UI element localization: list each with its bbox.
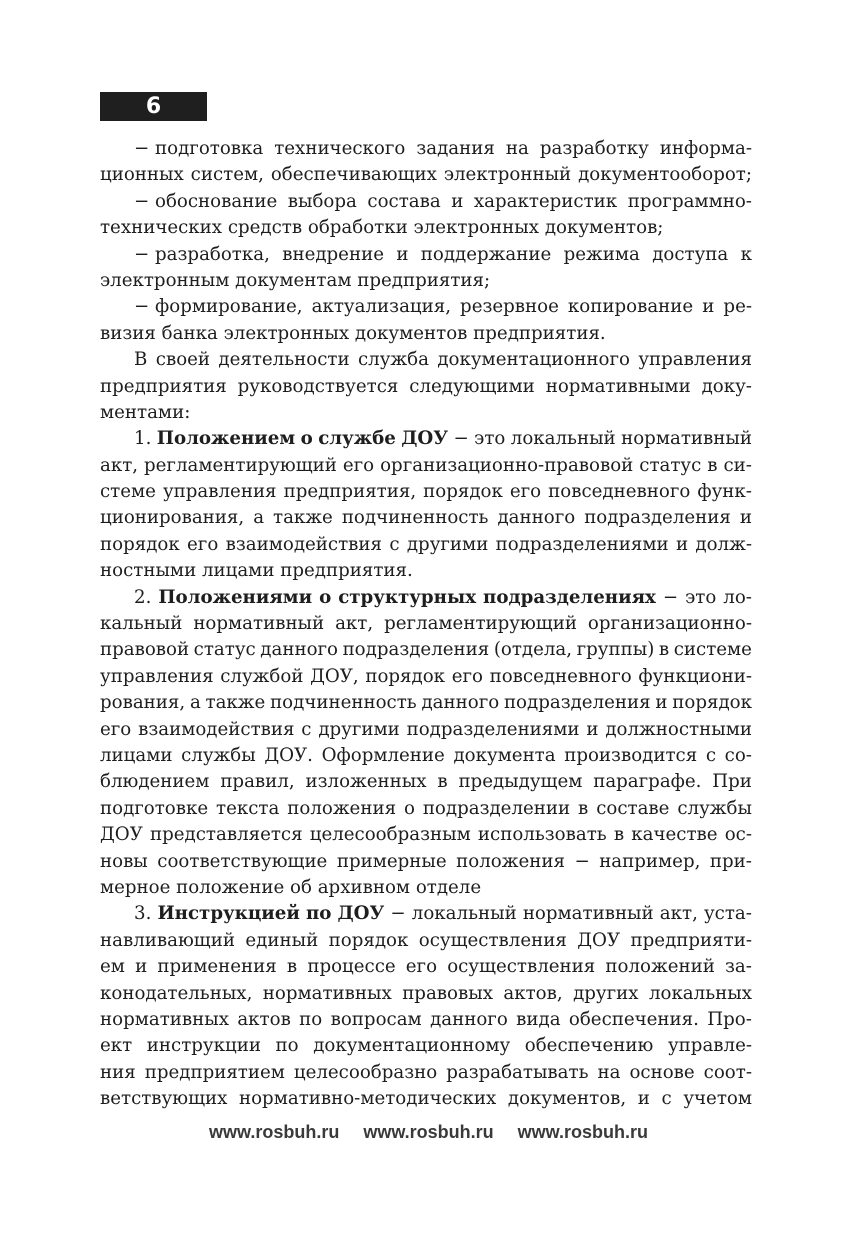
word: документационного (437, 349, 630, 371)
word: ментами: (100, 401, 191, 423)
text-line (100, 1086, 752, 1112)
word: данного (497, 507, 576, 529)
word: инструкции (146, 1035, 261, 1057)
word: ветствующих (100, 1088, 228, 1110)
word: характеристик (473, 190, 618, 212)
word: со- (724, 744, 752, 766)
word: повседневного (548, 481, 691, 503)
word: и (702, 296, 715, 318)
word: его (509, 481, 542, 503)
word: это (685, 586, 717, 608)
word: документационному (313, 1035, 511, 1057)
word: подразделениями (495, 533, 669, 555)
word: должностными (605, 718, 752, 740)
word: нормативный (621, 428, 752, 450)
word: электронным (100, 269, 236, 291)
word: документам (235, 269, 358, 291)
word: регламентирующий (144, 454, 337, 476)
word: это (474, 428, 506, 450)
word: При (712, 771, 752, 793)
bold-term: по (305, 903, 332, 925)
word: по (275, 1035, 299, 1057)
word: порядок (672, 692, 752, 714)
word: ДОУ (577, 929, 621, 951)
word: также (273, 507, 333, 529)
word: блюдением (100, 771, 210, 793)
word: о (403, 797, 415, 819)
footer-link[interactable]: www.rosbuh.ru (363, 1122, 494, 1142)
word: акт, (100, 454, 139, 476)
word: за- (724, 956, 752, 978)
word: подразделениями (406, 718, 580, 740)
bold-term: структурных (338, 586, 477, 608)
word: и (739, 507, 752, 529)
word: рования, (100, 692, 186, 714)
word: с (661, 1088, 672, 1110)
word: регламентирующий (384, 613, 577, 635)
text-line (100, 717, 752, 743)
word: единый (245, 929, 319, 951)
bold-term: о (300, 428, 313, 450)
word: задания (416, 138, 495, 159)
word: и (637, 1088, 650, 1110)
word: порядок (423, 481, 503, 503)
word: обработки (307, 217, 414, 239)
word: резервное (460, 296, 559, 318)
word: положения (456, 850, 565, 872)
word: ем (100, 956, 125, 978)
word: уста- (703, 903, 752, 925)
word: другими (406, 533, 489, 555)
text-line (100, 1007, 752, 1033)
word: целесообразным (309, 824, 471, 846)
bold-term: службе (318, 428, 396, 450)
word: функ- (697, 481, 752, 503)
word: предприятия, (283, 481, 417, 503)
word: локальный (510, 428, 616, 450)
text-line (100, 426, 752, 452)
word: − (453, 428, 469, 450)
word: электронных (413, 217, 545, 239)
text-line (100, 374, 752, 400)
word: соответствующие (157, 850, 328, 872)
text-line (100, 479, 752, 505)
word: документов; (544, 217, 664, 239)
word: представляется (150, 824, 303, 846)
text-line (100, 400, 752, 426)
text-line (100, 664, 752, 690)
word: правил, (220, 771, 295, 793)
text-line (100, 189, 752, 215)
bold-term: ДОУ (337, 903, 385, 925)
word: службы (677, 797, 752, 819)
word: предприятием (144, 1061, 285, 1083)
word: службы (181, 744, 256, 766)
word: локальных (648, 982, 752, 1004)
word: 3. (134, 903, 152, 925)
word: нормативных (100, 1008, 229, 1030)
word: В (134, 349, 148, 371)
word: разрабатывать (446, 1061, 589, 1083)
word: предприятия; (357, 269, 491, 291)
word: об (290, 876, 318, 898)
word: вида (516, 1008, 561, 1030)
word: Про- (707, 1008, 752, 1030)
word: к (740, 243, 752, 265)
word: службой (220, 665, 304, 687)
word: целесообразно (293, 1061, 438, 1083)
word: параграфе. (593, 771, 702, 793)
word: нормативный (193, 613, 325, 635)
word: ре- (723, 296, 752, 318)
word: доку- (701, 375, 752, 397)
word: нормативными (545, 375, 691, 397)
word: и (396, 243, 409, 265)
word: предыдущем (458, 771, 583, 793)
word: подразделения (342, 639, 490, 661)
word: и (586, 718, 599, 740)
word: подчиненность (341, 507, 489, 529)
word: данного (430, 1008, 508, 1030)
text-line (100, 242, 752, 268)
word: − подготовка (134, 138, 264, 159)
word: обеспечивающих (270, 164, 437, 186)
word: управления (638, 349, 752, 371)
word: ционных (100, 164, 184, 186)
word: с (301, 718, 312, 740)
word: его (451, 665, 483, 687)
word: актуализация, (311, 296, 451, 318)
word: ДОУ (100, 824, 143, 846)
word: управления (162, 481, 277, 503)
text-line (100, 954, 752, 980)
word: − (390, 903, 406, 925)
word: программно- (627, 190, 752, 212)
word: основе (629, 1061, 695, 1083)
word: подразделения (584, 507, 731, 529)
word: актов, (503, 982, 563, 1004)
word: а (189, 692, 201, 714)
text-line (100, 981, 752, 1007)
word: в (613, 824, 625, 846)
word: ос- (724, 824, 752, 846)
word: нормативно-методических (238, 1088, 497, 1110)
text-line (100, 611, 752, 637)
word: предприятия. (280, 560, 413, 582)
word: на (505, 138, 529, 159)
word: технических (100, 217, 228, 239)
text-line (100, 321, 752, 347)
text-line (100, 796, 752, 822)
word: и (675, 533, 689, 555)
footer-links (0, 1122, 857, 1143)
word: новы (100, 850, 148, 872)
word: данного (260, 639, 338, 661)
text-line (100, 505, 752, 531)
word: например, (599, 850, 701, 872)
text-line (100, 294, 752, 320)
word: конодательных, (100, 982, 253, 1004)
word: а (253, 507, 265, 529)
word: ло- (723, 586, 752, 608)
word: своей (155, 349, 211, 371)
text-line (100, 162, 752, 188)
word: и (135, 956, 148, 978)
word: следующими (409, 375, 535, 397)
word: электронных (223, 322, 355, 344)
word: положения (287, 797, 397, 819)
word: положение (176, 876, 291, 898)
word: составе (596, 797, 670, 819)
word: ционирования, (100, 507, 245, 529)
bold-term: о (319, 586, 332, 608)
word: взаимодействия (138, 718, 295, 740)
word: примерные (336, 850, 447, 872)
footer-link[interactable]: www.rosbuh.ru (517, 1122, 649, 1142)
word: электронный (443, 164, 572, 186)
word: его (405, 956, 438, 978)
word: информа- (659, 138, 752, 159)
text-line (100, 875, 752, 901)
word: Оформление (321, 744, 445, 766)
word: качестве (631, 824, 718, 846)
word: и (655, 692, 668, 714)
word: взаимодействия (225, 533, 383, 555)
word: порядок (328, 929, 409, 951)
text-line (100, 901, 752, 927)
word: статус (193, 639, 256, 661)
word: − обоснование (134, 190, 278, 212)
word: технического (274, 138, 406, 159)
word: другими (318, 718, 400, 740)
word: на (597, 1061, 621, 1083)
word: подготовке (100, 797, 209, 819)
word: средств (227, 217, 308, 239)
word: 1. (134, 428, 152, 450)
word: ния (100, 1061, 136, 1083)
word: стеме (100, 481, 156, 503)
word: использовать (477, 824, 607, 846)
word: выбора (287, 190, 357, 212)
word: документов, (507, 1088, 627, 1110)
word: данного (421, 692, 500, 714)
word: правовых (402, 982, 493, 1004)
text-line (100, 347, 752, 373)
word: архивном (317, 876, 416, 898)
word: текста (216, 797, 280, 819)
word: его (342, 454, 375, 476)
word: документа (453, 744, 556, 766)
word: локальный (411, 903, 517, 925)
word: системе (673, 639, 752, 661)
text-line (100, 268, 752, 294)
word: состава (367, 190, 441, 212)
word: руководствуется (237, 375, 399, 397)
word: акт, (659, 903, 698, 925)
word: в (437, 771, 448, 793)
word: лицами (201, 560, 281, 582)
footer-link[interactable]: www.rosbuh.ru (208, 1122, 340, 1142)
text-line (100, 769, 752, 795)
word: 2. (134, 586, 152, 608)
word: нормативных (262, 982, 392, 1004)
word: изложенных (305, 771, 427, 793)
word: правовой (100, 639, 190, 661)
text-line (100, 585, 752, 611)
word: с (389, 533, 400, 555)
word: − (662, 586, 679, 608)
bold-term: ДОУ (401, 428, 449, 450)
text-line (100, 453, 752, 479)
word: поддержание (420, 243, 552, 265)
word: отделе (415, 876, 482, 898)
word: кальный (100, 613, 183, 635)
word: доступа (652, 243, 729, 265)
word: подчиненность (270, 692, 417, 714)
bold-term: Положениями (158, 586, 313, 608)
word: ностными (100, 560, 202, 582)
text-line (100, 532, 752, 558)
word: − разработка, (134, 243, 270, 265)
word: актов (237, 1008, 291, 1030)
word: соот- (703, 1061, 752, 1083)
word: (отдела, (493, 639, 573, 661)
word: мерное (100, 876, 177, 898)
word: организационно- (587, 613, 752, 635)
word: ект (100, 1035, 133, 1057)
word: управле- (667, 1035, 752, 1057)
word: ДОУ. (264, 744, 313, 766)
bold-term: подразделениях (483, 586, 656, 608)
word: копирование (567, 296, 694, 318)
word: порядок (365, 665, 446, 687)
word: подразделения (503, 692, 651, 714)
text-line (100, 849, 752, 875)
word: производится (564, 744, 698, 766)
word: лицами (100, 744, 173, 766)
word: его (100, 718, 132, 740)
word: предприяти- (630, 929, 752, 951)
word: группы) (576, 639, 655, 661)
word: разработку (539, 138, 649, 159)
word: документов (354, 322, 474, 344)
word: документооборот; (578, 164, 752, 186)
word: си- (723, 454, 752, 476)
word: также (205, 692, 266, 714)
word: функциони- (638, 665, 752, 687)
word: его (187, 533, 219, 555)
word: предприятия (100, 375, 227, 397)
word: процессе (307, 956, 396, 978)
word: визия (100, 322, 162, 344)
word: деятельности (218, 349, 350, 371)
word: вопросам (330, 1008, 422, 1030)
word: систем, (190, 164, 264, 186)
text-line (100, 637, 752, 663)
text-line (100, 1033, 752, 1059)
word: осуществления (447, 956, 596, 978)
word: организационно-правовой (380, 454, 634, 476)
word: обеспечению (524, 1035, 654, 1057)
word: ДОУ, (310, 665, 359, 687)
word: при- (709, 850, 752, 872)
word: других (573, 982, 639, 1004)
word: режима (563, 243, 640, 265)
word: учетом (683, 1088, 752, 1110)
word: и (451, 190, 464, 212)
text-line (100, 558, 752, 584)
text-line (100, 928, 752, 954)
word: в (286, 956, 298, 978)
text-line (100, 215, 752, 241)
bold-term: Инструкцией (157, 903, 300, 925)
body-text (100, 136, 752, 1112)
word: нормативный (522, 903, 654, 925)
text-line (100, 822, 752, 848)
word: осуществления (418, 929, 567, 951)
word: порядок (100, 533, 180, 555)
bold-term: Положением (156, 428, 296, 450)
word: по (299, 1008, 323, 1030)
text-line (100, 136, 752, 162)
word: подразделении (422, 797, 571, 819)
word: в (658, 639, 670, 661)
word: применения (157, 956, 277, 978)
word: управления (100, 665, 214, 687)
word: предприятия. (473, 322, 606, 344)
text-line (100, 1060, 752, 1086)
word: акт, (335, 613, 374, 635)
text-line (100, 690, 752, 716)
page-number: 6 (100, 92, 207, 121)
word: обеспечения. (568, 1008, 699, 1030)
word: в (578, 797, 589, 819)
word: повседневного (489, 665, 632, 687)
word: долж- (695, 533, 752, 555)
word: внедрение (282, 243, 384, 265)
word: с (705, 744, 717, 766)
word: служба (357, 349, 429, 371)
word: статус (639, 454, 702, 476)
word: положений (605, 956, 715, 978)
text-line (100, 743, 752, 769)
word: − (574, 850, 590, 872)
word: в (707, 454, 718, 476)
word: навливающий (100, 929, 235, 951)
word: − формирование, (134, 296, 303, 318)
word: банка (161, 322, 224, 344)
